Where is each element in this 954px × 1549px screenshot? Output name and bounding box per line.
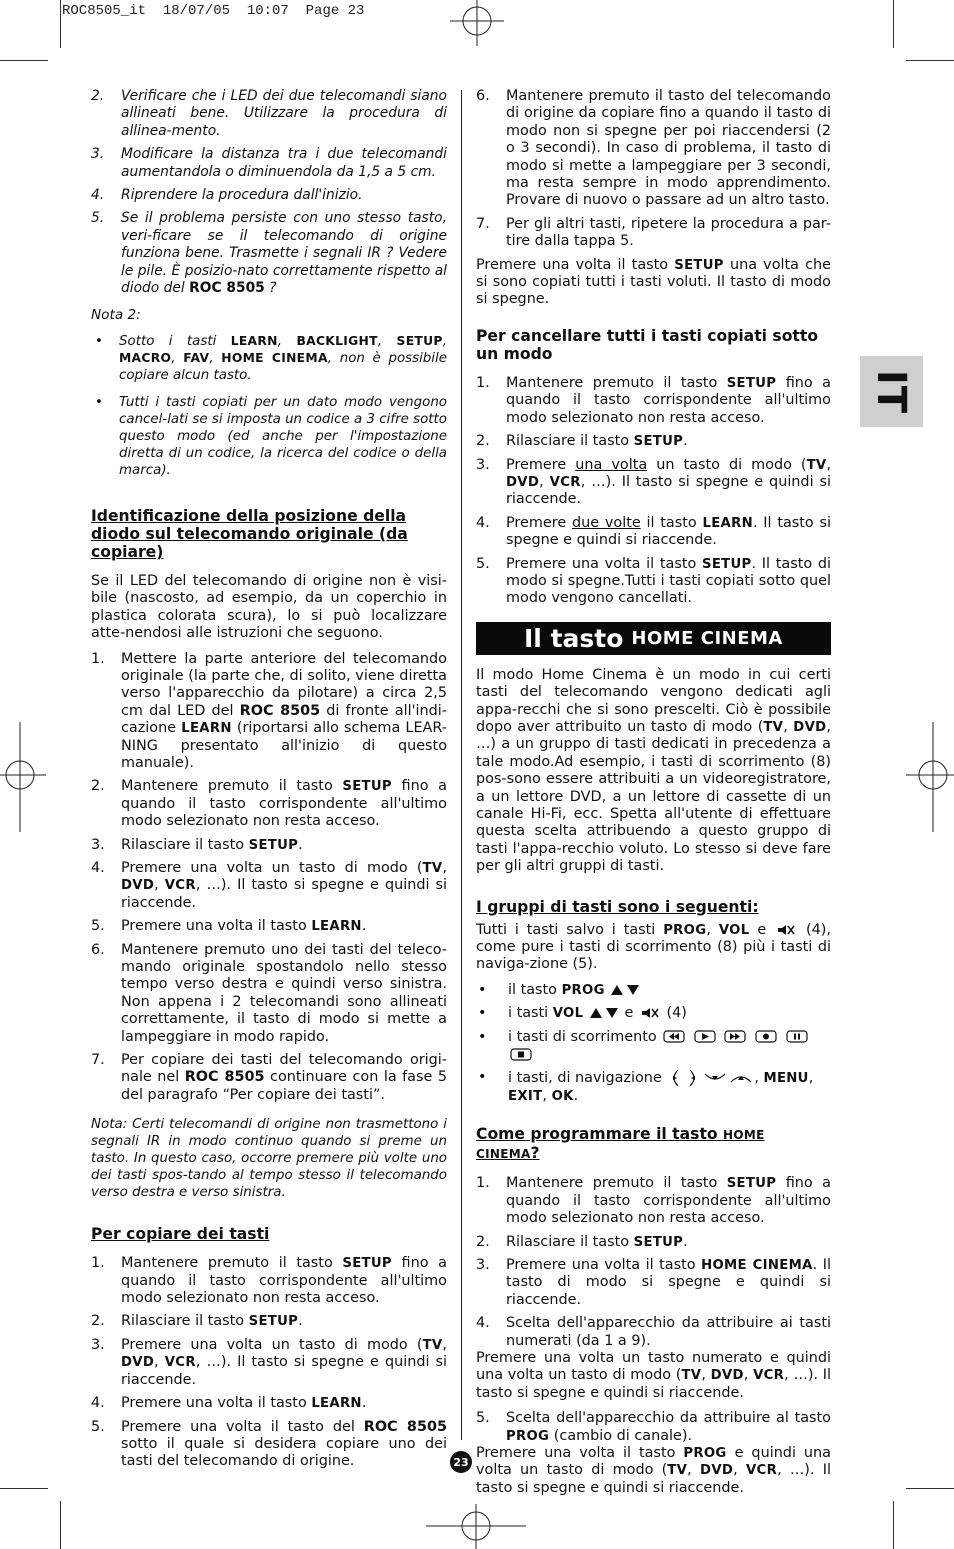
page-number: 23 <box>450 1451 472 1473</box>
record-icon <box>755 1030 777 1043</box>
nav-down-icon <box>704 1071 726 1085</box>
stop-icon <box>510 1048 532 1061</box>
list-item: 4. Premere una volta un tasto di modo (TV, DVD, VCR, …). Il tasto si spegne e quindi si riaccende. <box>91 859 448 911</box>
column-divider <box>461 90 462 1440</box>
registration-mark-bottom <box>426 1504 526 1549</box>
list-item: 4. Riprendere la procedura dall'inizio. <box>91 187 363 204</box>
list-item: 2. Verificare che i LED dei due telecomandi siano allineati bene. Utilizzare la procedura di allinea-mento. <box>91 88 447 139</box>
crop-mark <box>893 1501 894 1549</box>
list-item: • i tasti, di navigazione , MENU, EXIT, OK. <box>478 1069 814 1104</box>
list-item: 2. Rilasciare il tasto SETUP. <box>476 433 688 450</box>
registration-mark-left <box>0 722 46 832</box>
list-item: 1. Mantenere premuto il tasto SETUP fino a quando il tasto corrispondente all'ultimo modo selezionato non resta acceso. <box>476 374 831 426</box>
section-heading: Per cancellare tutti i tasti copiati sotto un modo <box>476 326 819 363</box>
mute-icon <box>776 924 796 936</box>
list-item: 7. Per copiare dei tasti del telecomando origi-nale nel ROC 8505 continuare con la fase 5 del paragrafo “Per copiare dei tasti”. <box>91 1052 447 1103</box>
crop-mark <box>906 60 954 61</box>
crop-mark <box>0 1488 48 1489</box>
section-heading: Come programmare il tasto HOME CINEMA? <box>476 1125 765 1163</box>
list-item: 3. Premere una volta un tasto di modo (TV, DVD, VCR, …). Il tasto si spegne e quindi si riaccende. <box>476 456 832 508</box>
key-group-list <box>476 982 831 1105</box>
list-item: 5. Premere una volta il tasto LEARN. <box>91 918 367 935</box>
crop-mark <box>906 1488 954 1489</box>
play-icon <box>694 1030 716 1043</box>
crop-mark <box>60 1501 61 1549</box>
mute-icon <box>640 1007 660 1019</box>
section-banner: Il tasto HOME CINEMA <box>476 622 831 655</box>
section-heading: I gruppi di tasti sono i seguenti: <box>476 897 759 916</box>
list-item: 6. Mantenere premuto il tasto del telecomando di origine da copiare fino a quando il tasto di modo non si spegne per poi riaccendersi (2 o 3 secondi). In caso di problema, il tasto di modo si mette a lampeggiare per 3 secondi, ma resta sempre in modo apprendimento. Provare di nuovo o passare ad un altro tasto. <box>476 88 831 209</box>
crop-mark <box>60 0 61 48</box>
troubleshooting-steps <box>91 88 447 297</box>
paragraph: Se il LED del telecomando di origine non è visi-bile (nascosto, ad esempio, da un coperchio in plastica colorata scura), lo si può localizzare atte-nendosi alle istruzioni che seguono. <box>91 572 447 642</box>
registration-mark-right <box>906 722 954 832</box>
product-name: ROC 8505 <box>189 280 265 297</box>
right-column <box>476 88 831 1505</box>
list-item: 1. Mantenere premuto il tasto SETUP fino a quando il tasto corrispondente all'ultimo modo selezionato non resta acceso. <box>91 1255 447 1307</box>
list-item: 4. Premere due volte il tasto LEARN. Il tasto si spegne e quindi si riaccende. <box>476 514 832 549</box>
list-item: • il tasto PROG <box>476 982 831 999</box>
paragraph: Il modo Home Cinema è un modo in cui certi tasti del telecomando vengono dedicati agli appa-recchi che si sono prescelti. Ciò è possibile dopo aver attribuito un tasto di modo (TV, DVD, …) a un gruppo di tasti dedicati in precedenza a tale modo.Ad esempio, i tasti di scorrimento (8) pos-sono essere attribuiti a un videoregistratore, a un lettore DVD, a un lettore di cassette di un canale Hi-Fi, ecc. Spetta all'utente di effettuare questa scelta attribuendo a questo gruppo di tasti l'appa-recchio voluto. Lo stesso si deve fare per gli altri gruppi di tasti. <box>476 666 831 875</box>
list-item: 7. Per gli altri tasti, ripetere la procedura a par-tire dalla tappa 5. <box>476 215 831 250</box>
paragraph: Premere una volta il tasto PROG e quindi una volta un tasto di modo (TV, DVD, VCR, …). Il tasto si spegne e quindi si riaccende. <box>476 1444 832 1496</box>
list-item: 5. Se il problema persiste con uno stesso tasto, veri-ficare se il telecomando di origine funziona bene. Trasmette i segnali IR ? Vedere le pile. È posizio-nato correttamente rispetto al diodo del ROC 8505 ? <box>91 210 447 297</box>
fast-forward-icon <box>724 1030 746 1043</box>
paragraph: Premere una volta un tasto numerato e quindi una volta un tasto di modo (TV, DVD, VCR, …). Il tasto si spegne e quindi si riaccende. <box>476 1349 832 1401</box>
list-item: 3. Modificare la distanza tra i due telecomandi aumentandola o diminuendola da 1,5 a 5 cm. <box>91 146 447 180</box>
paragraph: Premere una volta il tasto SETUP una volta che si sono copiati tutti i tasti voluti. Il tasto di modo si spegne. <box>476 256 831 308</box>
pause-icon <box>786 1030 808 1043</box>
arrow-up-icon <box>590 1008 602 1018</box>
list-item: 2. Mantenere premuto il tasto SETUP fino a quando il tasto corrispondente all'ultimo modo selezionato non resta acceso. <box>91 778 447 830</box>
note-label: Nota 2: <box>91 307 141 324</box>
list-item: 3. Premere una volta un tasto di modo (TV, DVD, VCR, …). Il tasto si spegne e quindi si riaccende. <box>91 1336 448 1388</box>
list-item: 3. Premere una volta il tasto HOME CINEMA. Il tasto di modo si spegne e quindi si riaccende. <box>476 1256 831 1308</box>
note-bullet: • Sotto i tasti LEARN, BACKLIGHT, SETUP, MACRO, FAV, HOME CINEMA, non è possibile copiare alcun tasto. <box>95 333 447 383</box>
registration-mark-top <box>450 0 504 46</box>
arrow-up-icon <box>611 985 623 995</box>
arrow-down-icon <box>627 985 639 995</box>
list-item: 2. Rilasciare il tasto SETUP. <box>476 1233 688 1250</box>
section-heading: Per copiare dei tasti <box>91 1225 270 1244</box>
list-item: 5. Premere una volta il tasto del ROC 8505 sotto il quale si desidera copiare uno dei tasti del telecomando di origine. <box>91 1418 447 1470</box>
nav-up-icon <box>730 1071 752 1085</box>
print-slug: ROC8505_it 18/07/05 10:07 Page 23 <box>62 3 365 19</box>
list-item: 4. Premere una volta il tasto LEARN. <box>91 1395 367 1412</box>
section-heading: Identificazione della posizione della diodo sul telecomando originale (da copiare) <box>91 506 408 561</box>
list-item: • i tasti di scorrimento <box>476 1029 831 1064</box>
list-item: 4. Scelta dell'apparecchio da attribuire ai tasti numerati (da 1 a 9). <box>476 1315 831 1349</box>
left-column <box>91 88 447 1477</box>
list-item: 3. Rilasciare il tasto SETUP. <box>91 836 303 853</box>
list-item: • i tasti VOL e (4) <box>478 1005 687 1022</box>
language-tab: IT <box>860 356 923 427</box>
crop-mark <box>893 0 894 48</box>
crop-mark <box>0 60 48 61</box>
note-paragraph: Nota: Certi telecomandi di origine non trasmettono i segnali IR in modo continuo quando si preme un tasto. In questo caso, occorre premere più volte uno dei tasti spos-tando al tempo stesso il telecomando verso destra e verso sinistra. <box>91 1117 447 1201</box>
paragraph: Tutti i tasti salvo i tasti PROG, VOL e (4), come pure i tasti di scorrimento (8) più i tasti di naviga-zione (5). <box>476 921 831 973</box>
list-item: 1. Mantenere premuto il tasto SETUP fino a quando il tasto corrispondente all'ultimo modo selezionato non resta acceso. <box>476 1175 831 1227</box>
list-item: 6. Mantenere premuto uno dei tasti del teleco-mando originale spostandolo nello stesso tempo verso destra e quindi verso sinistra. Non appena i 2 telecomandi sono allineati correttamente, il tasto di modo si mette a lampeggiare in modo rapido. <box>91 941 447 1045</box>
list-item: 5. Premere una volta il tasto SETUP. Il tasto di modo si spegne.Tutti i tasti copiati sotto quel modo vengono cancellati. <box>476 555 832 607</box>
list-item: 5. Scelta dell'apparecchio da attribuire al tasto PROG (cambio di canale). <box>476 1410 831 1444</box>
nav-left-icon <box>668 1069 682 1087</box>
arrow-down-icon <box>606 1008 618 1018</box>
note-bullet: • Tutti i tasti copiati per un dato modo vengono cancel-lati se si imposta un codice a 3 cifre sotto questo modo (ed anche per l'impostazione diretta di un codice, la ricerca del codice o della marca). <box>95 394 447 478</box>
list-item: 1. Mettere la parte anteriore del telecomando originale (la parte che, di solito, viene diretta verso l'apparecchio da pilotare) a circa 2,5 cm dal LED del ROC 8505 di fronte all'indi-cazione LEARN (riportarsi allo schema LEAR-NING presentato all'inizio di questo manuale). <box>91 650 447 771</box>
list-item: 2. Rilasciare il tasto SETUP. <box>91 1313 303 1330</box>
rewind-icon <box>663 1030 685 1043</box>
nav-right-icon <box>686 1069 700 1087</box>
